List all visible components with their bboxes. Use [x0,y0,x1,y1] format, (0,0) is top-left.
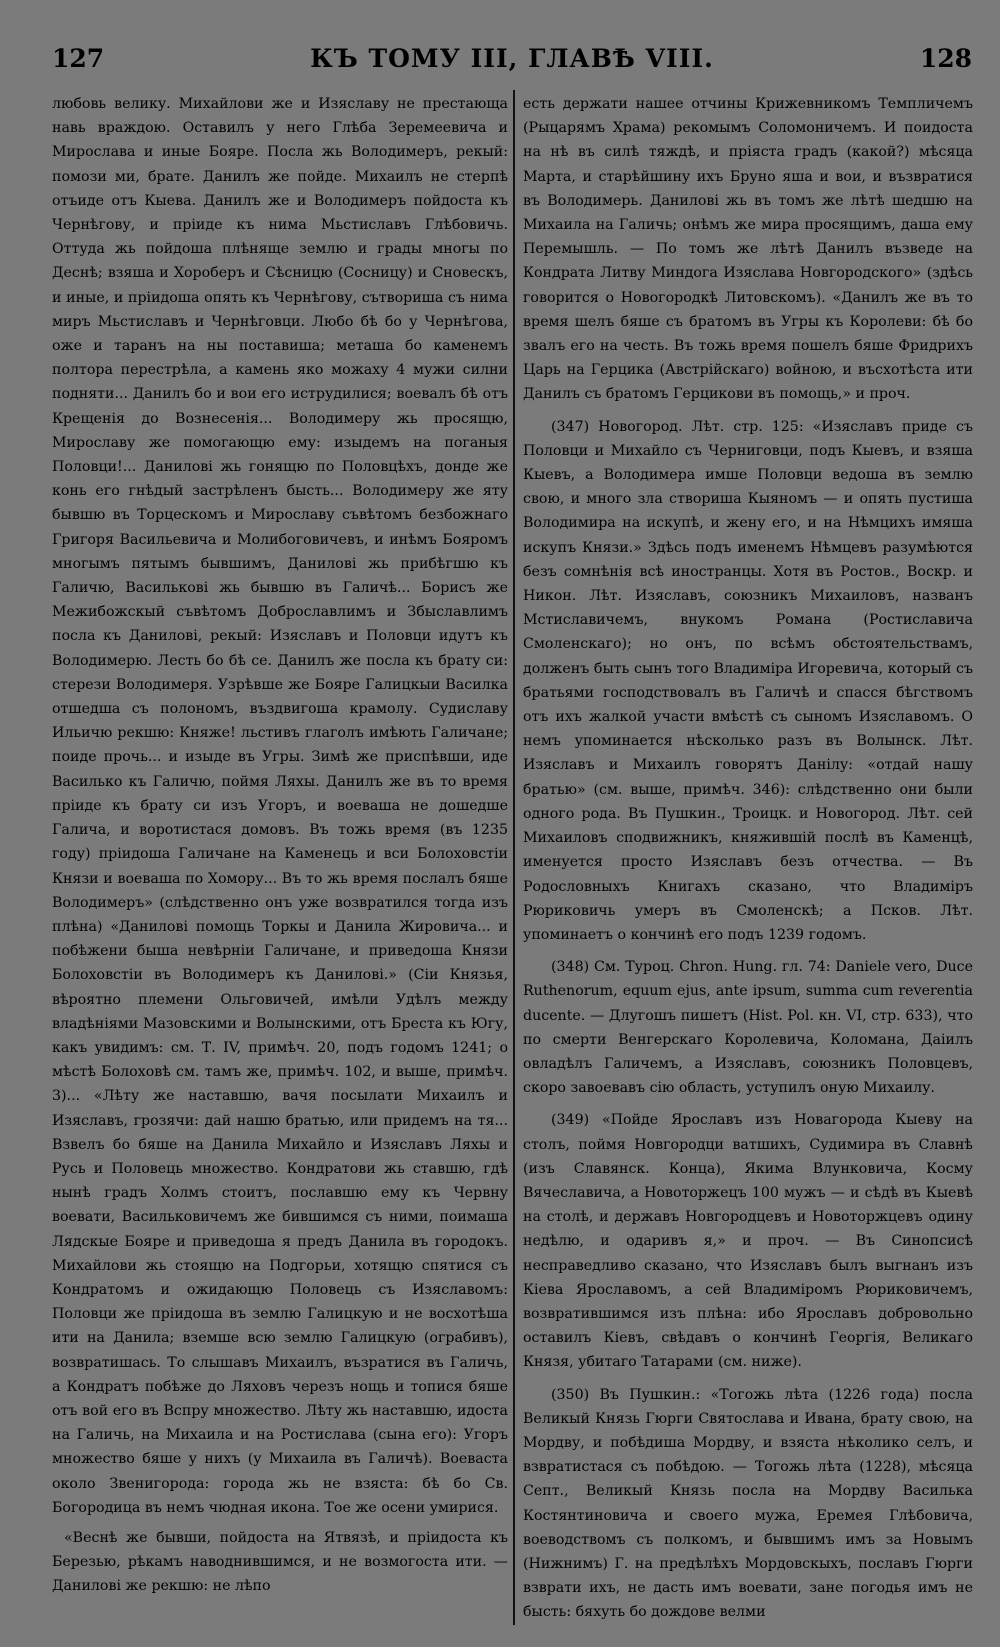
right-column [523,92,973,1625]
left-paragraph-2: «Веснѣ же бывши, пойдоста на Ятвязѣ, и прiидоста къ Березью, рѣкамъ наводнившимся, и не возмогоста ити. — Даниловi же рекшю: не лѣпо [52,1529,508,1595]
right-paragraph-1: есть держати нашее отчины Крижевникомъ Темпличемъ (Рыцарямъ Храма) рекомымъ Соломоничемъ. И поидоста на нѣ въ силѣ тяждѣ, и прiяста градъ (какой?) мѣсяца Марта, и старѣйшину ихъ Бруно яша и вои, и възвратися въ Володимерь. Даниловi жь въ томъ же лѣтѣ шедшю на Михаила на Галичь; онѣмъ же мира просящимъ, даша ему Перемышль. — По томъ же лѣтѣ Данилъ възведе на Кондрата Литву Миндога Изяслава Новгородского» (здѣсь говорится о Новогородкѣ Литовскомъ). «Данилъ же въ то время шелъ бяше съ братомъ въ Угры къ Королеви: бѣ бо звалъ его на честь. Въ тожь время пошелъ бяше Фридрихъ Царь на Герцика (Австрiйскаго) войною, и въсхотѣста ити Данилъ съ братомъ Герцикови въ помощь,» и проч. [523,96,973,403]
left-column [52,92,508,1599]
running-title: КЪ ТОМУ III, ГЛАВѢ VIII. [310,43,714,73]
page-number-left: 127 [52,43,105,73]
note-349: (349) «Пойде Ярославъ изъ Новагорода Кыеву на столъ, поймя Новгородци ватшихъ, Судимира въ Славнѣ (изъ Славянск. Конца), Якима Влунковича, Косму Вячеславича, а Новоторжецъ 100 мужъ — и сѣдѣ въ Кыевѣ на столѣ, и державъ Новгородцевъ и Новоторжцевъ одину недѣлю, и одаривъ я,» и проч. — Въ Синопсисѣ несправедливо сказано, что Изяславъ былъ выгнанъ изъ Кiева Ярославомъ, а сей Владимiромъ Рюриковичемъ, возвратившимся изъ плѣна: ибо Ярославъ добровольно оставилъ Кiевъ, свѣдавъ о кончинѣ Георгiя, Великаго Князя, убитаго Татарами (см. ниже). [523,1112,973,1371]
note-350: (350) Въ Пушкин.: «Тогожь лѣта (1226 года) посла Великый Князь Гюрги Святослава и Ивана, брату свою, на Мордву, и побѣдиша Мордву, и взяста нѣколико селъ, и взвратистася съ побѣдою. — Тогожь лѣта (1228), мѣсяца Септ., Великый Князь посла на Мордву Василька Костянтиновича и своего мужа, Еремея Глѣбовича, воеводствомъ съ полкомъ, и бывшимъ имъ за Новымъ (Нижнимъ) Г. на предѣлѣхъ Мордовскыхъ, пославъ Гюрги взврати ихъ, не дасть имъ воевати, зане погодья имъ не бысть: бяхуть бо дождове велми [523,1386,973,1621]
left-paragraph-1: любовь велику. Михайлови же и Изяславу не престающа навь враждою. Оставилъ у него Глѣба Зеремеевича и Мирослава и иные Бояре. Посла жь Володимеръ, рекый: помози ми, брате. Данилъ же пойде. Михаилъ не стерпѣ отъиде отъ Кыева. Данилъ же и Володимеръ пойдоста къ Чернѣгову, и прiиде къ нима Мьстиславъ Глѣбовичь. Оттуда жь пойдоша плѣняще землю и грады многы по Деснѣ; взяша и Хороберъ и Сѣсницю (Сосницу) и Сновескъ, и иные, и прiидоша опять къ Чернѣгову, сътвориша съ нима миръ Мьстиславъ и Чернѣговци. Любо бѣ бо у Чернѣгова, оже и таранъ на ны поставиша; меташа бо каменемъ полтора перестрѣла, а камень яко можаху 4 мужи силни подняти... Данилъ бо и вои его иструдилися; воевалъ бѣ отъ Крещенiя до Вознесенiя... Володимеру жь просящю, Мирославу же помогающю ему: изыдемъ на поганыя Половци!... Даниловi жь гонящю по Половцѣхъ, донде же конь его гнѣдый застрѣленъ бысть... Володимеру же яту бывшю въ Торцескомъ и Мирославу съвѣтомъ безбожнаго Григоря Васильевича и Молибоговичевъ, и инѣмъ Бояромъ многымъ пятымъ бывшимъ, Даниловi жь прибѣгшю къ Галичю, Васильковi жь бывшю въ Галичѣ... Борисъ же Межибожскый съвѣтомъ Доброславлимъ и Збыславлимъ посла къ Даниловi, рекый: Изяславъ и Половци идутъ къ Володимерю. Лесть бо бѣ се. Данилъ же посла къ брату си: стерези Володимеря. Узрѣвше же Бояре Галицкыи Василка отшедша съ полономъ, въздвигоша крамолу. Судиславу Ильичю рекшю: Княже! льстивъ глаголъ имѣють Галичане; поиде прочь... и изыде въ Угры. Зимѣ же приспѣвши, иде Василько къ Галичю, поймя Ляхы. Данилъ же въ то время прiиде къ брату си изъ Угоръ, и воеваша не дошедше Галича, и воротистася домовъ. Въ тожь время (въ 1235 году) прiидоша Галичане на Каменець и вси Болоховстiи Князи и воеваша по Хомору... Въ то жь время послалъ бяше Володимеръ» (слѣдственно онъ уже возвратился тогда изъ плѣна) «Даниловi помощь Торкы и Данила Жировича... и побѣжени быша невѣрнiи Галичане, и приведоша Князи Болоховстiи въ Володимеръ къ Даниловi.» (Сiи Князья, вѣроятно племени Ольговичей, имѣли Удѣлъ между владѣнiями Мазовскими и Волынскими, отъ Бреста къ Югу, какъ увидимъ: см. Т. IV, примѣч. 20, подъ годомъ 1241; о мѣстѣ Болоховѣ см. тамъ же, примѣч. 102, и выше, примѣч. 3)... «Лѣту же наставшю, вачя посылати Михаилъ и Изяславъ, грозячи: дай нашю братью, или придемъ на тя... Взвелъ бо бяше на Данила Михайло и Изяславъ Ляхы и Русь и Половець множество. Кондратови жь ставшю, гдѣ нынѣ градъ Холмъ стоитъ, пославшю ему къ Червну воевати, Васильковичемъ же бившимся съ ними, поимаша Лядскые Бояре и приведоша я предъ Данила въ городокъ. Михайлови жь стоящю на Подгорьи, хотящю спятися съ Кондратомъ и ожидающю Половець съ Изяславомъ: Половци же прiидоша въ землю Галицкую и не восхотѣша ити на Данила; вземше всю землю Галицкую (ограбивъ), возвратишась. То слышавъ Михаилъ, възратися въ Галичь, а Кондратъ побѣже до Ляховъ черезъ нощь и топися бяше отъ вой его въ Вспру множество. Лѣту жь наставшю, идоста на Галичь, на Михаила и на Ростислава (сына его): Угоръ множество бяше у нихъ (у Михаила въ Галичѣ). Воеваста около Звенигорода: города жь не взяста: бѣ бо Св. Богородица въ немъ чюдная икона. Тое же осени умирися. [52,96,508,1516]
page-header [52,40,972,76]
page-number-right: 128 [919,43,972,73]
note-347: (347) Новогород. Лѣт. стр. 125: «Изяславъ приде съ Половци и Михайло съ Черниговци, подъ Кыевъ, и взяша Кыевъ, а Володимера имше Половци ведоша въ землю свою, и много зла створиша Кыяномъ — и опять пустиша Володимира на искупѣ, и жену его, и на Нѣмцихъ имяша искупъ Князи.» Здѣсь подъ именемъ Нѣмцевъ разумѣются безъ сомнѣнiя всѣ иностранцы. Хотя въ Ростов., Воскр. и Никон. Лѣт. Изяславъ, союзникъ Михаиловъ, названъ Мстиславичемъ, внукомъ Романа (Ростиславича Смоленскаго); но онъ, по всѣмъ обстоятельствамъ, долженъ быть сынъ того Владимiра Игоревича, который съ братьями господствовалъ въ Галичѣ и спасся бѣгствомъ отъ ихъ жалкой участи вмѣстѣ съ сыномъ Изяславомъ. О немъ упоминается нѣсколько разъ въ Волынск. Лѣт. Изяславъ и Михаилъ говорятъ Данiлу: «отдай нашу братью» (см. выше, примѣч. 346): слѣдственно они были одного рода. Въ Пушкин., Троицк. и Новогород. Лѣт. сей Михаиловъ сподвижникъ, княжившiй послѣ въ Каменцѣ, именуется просто Изяславъ безъ отчества. — Въ Родословныхъ Книгахъ сказано, что Владимiръ Рюриковичь умеръ въ Смоленскѣ; а Псков. Лѣт. упоминаетъ о кончинѣ его подъ 1239 годомъ. [523,418,973,943]
column-divider [513,90,515,1625]
note-348: (348) См. Туроц. Chron. Hung. гл. 74: Daniele vero, Duce Ruthenorum, equum ejus, ante ipsum, summa cum reverentia ducente. — Длугошъ пишетъ (Hist. Pol. кн. VI, стр. 633), что по смерти Венгерскаго Королевича, Коломана, Даiилъ овладѣлъ Галичемъ, а Изяславъ, союзникъ Половцевъ, скоро завоевавъ сiю область, уступилъ оную Михаилу. [523,959,973,1097]
